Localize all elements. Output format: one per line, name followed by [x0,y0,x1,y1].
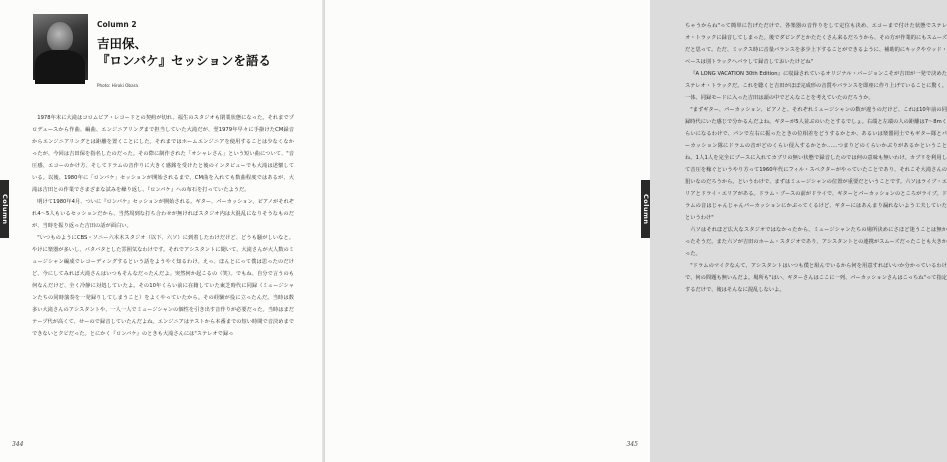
page-number-left: 344 [12,441,24,448]
paragraph: 1978年末に大滝はコロムビア・レコードとの契約が切れ、福生のスタジオも閉業状態になった。それまでプロデュースから作曲、編曲、エンジニアリングまで担当していた大滝だが、翌1979年早々に手掛けたCM録音からエンジニアリングとは距離を置くことにした。それまではホームエンジニアを使用することは少なくなかったが、今回は吉田保を指名したのだった。その際に制作された「オシャレさん」という短い曲について、"音圧感、エコーのかけ方、そしてドラムの音作りに大きく感銘を受けたと後のインタビューでも大滝は述懐している。以後、1980年に「ロンバケ」セッションが開始されるまで、CM曲を入れても数曲程度ではあるが、大滝は吉田との作業でさまざまな試みを繰り返し、『ロンバケ』への布石を打っていたようだ。 [32,115,294,193]
column-side-tab: Column [0,180,9,238]
paragraph: 六ソはそれほど広大なスタジオではなかったから、ミュージシャンたちの場所決めにさほど迷うことは無かったそうだ。また六ソが吉田のホーム・スタジオであり、アシスタントとの連携がスムーズだったことも大きかった。 [685,227,947,257]
paragraph: 『A LONG VACATION 30th Edition』に収録されているオリジナル・バージョンこそが吉田が一発で決めたステレオ・トラックだ。これを聴くと吉田がほぼ完成形の音質やバランスを即座に作り上げていることに驚く。一体、同録モードに入った吉田は頭の中でどんなことを考えていたのだろうか。 [685,71,947,101]
paragraph: "まずギター、パーカッション、ピアノと、それぞれミュージシャンの数が違うのだけど、これは10年前の同録時代にいた感じで分かるんだよね。ギターが5人並ぶのいたとするでしょ。右端と左端の人の距離は7〜8mくらいになるわけで、パンで左右に振ったときの位相差をどうするかとか、あるいは楽器同士でもギター隊とパーカッション隊にドラムの音がどのくらい侵入するかとか……つまりどのくらいかぶりがあるかということね。1人1人を完全にブースに入れてカブリの無い状態で録音したのでは何の意味も無いわけ。カブリを利用して音圧を稼ぐというやり方って1960年代にフィル・スペクターがやっていたことであり、それこそ大滝さんの狙いなのだろうから。というわけで、まずはミュージシャンの位置が重要だということです。六ソはライブ・エリアとドライ・エリアがある。ドラム・ブースの前がドライで、ギターとパーカッションのところがライブ。ドラムの音はじゃんじゃんパーカッションにかぶってくるけど、ギターにはあんまり漏れないよう工夫していたというわけ" [685,107,947,221]
photo-credit: Photo: Hiroki Obara [97,83,138,88]
title-line-1: 吉田保、 [97,36,148,51]
left-body-text [32,112,294,340]
title-line-2: 『ロンバケ』セッションを語る [97,53,271,68]
portrait-head [47,22,73,52]
paragraph: "いつものようにCBS・ソニー六本木スタジオ（以下、六ソ）に到着したわけだけど、どうも騒がしいなと。やけに楽器が多いし、バタバタとした雰囲気なわけです。それでアシスタントに聞いて、大滝さんが大人数のミュージシャン編成でレコーディングするという話をようやく知るわけ。えっ、ほんとにって僕は思ったのだけど、今にしてみれば大滝さんはいつもそんなだったんだよ。突然何か起こるの（笑）。でもね、自分で言うのも何なんだけど、全く冷静に対処していたよ。その10年くらい前に在籍していた東芝時代に同録（ミュージシャンたちの同時演奏を一発録りしてしまうこと）をよくやっていたから。その経験が役に立ったんだ。当時は数多い大滝さんのアシスタントや、一人一人でミュージシャンの個性を引き出す音作りが必要だった。当時はまだテープ代が高くて、せーので録音していたんだよね。エンジニアはテストから本番までの短い時間で音決めまでできないとクビだった。とにかく『ロンバケ』のときも大滝さんには"ステレオで録っ [32,235,294,337]
page-number-right: 345 [626,441,638,448]
right-page [325,0,947,462]
article-title [97,35,271,69]
right-body-text [685,20,947,296]
paragraph: 明けて1980年4月、ついに『ロンバケ』セッションが開始される。ギター、パーカッション、ピアノがそれぞれ4〜5人もいるセッションだから、当然周到な打ち合わせが無ければスタジオ内は大混乱になりそうなものだが、当時を振り返った吉田の話が面白い。 [32,199,294,229]
column-label: Column 2 [97,20,137,29]
column-side-tab-right: Column [641,180,650,238]
paragraph: ちゃうからね"って簡単に告げただけで、各楽器の音作りをして定位も決め、エコーまで付けた状態でステレオ・トラックに録音してしまった。後でダビングとかたたくさん来るだろうから、その方が作業的にもスムーズだと思って。ただ、ミックス時に音量バランスを多少上下することができるように、補助的にキックやウッド・ベースは別トラックへバラして録音しておいたけどね" [685,23,947,65]
paragraph: "ドラムのマイクなんて、アシスタントはいつも僕と組んでいるから何を用意すればいいか分かっているわけで、何の問題も無いんだよ。場所も"はい、ギターさんはここに一列、パーカッションさんはこっちね"って指定するだけで、後はそんなに混乱しないよ。 [685,263,947,293]
portrait-photo [33,14,88,80]
portrait-body [35,50,85,84]
left-page [0,0,325,462]
